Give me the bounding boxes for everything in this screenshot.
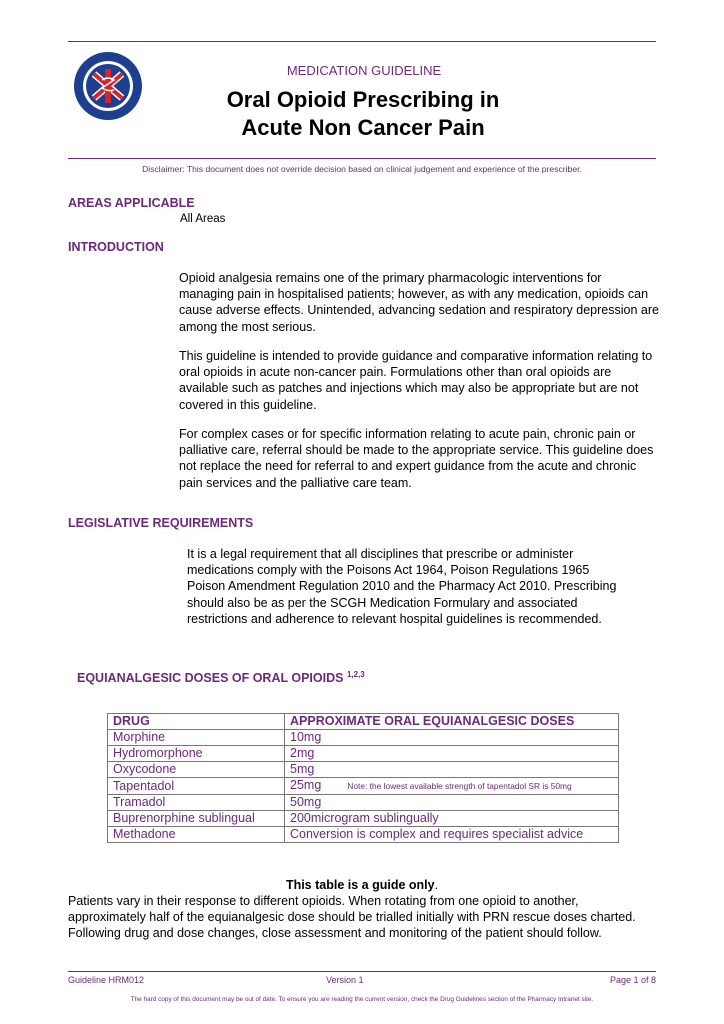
footer-fine-print: The hard copy of this document may be out of date. To ensure you are reading the current version, check the Drug Guidelines section of the Pharmacy Intranet site. <box>130 996 594 1003</box>
dose-cell <box>285 778 619 795</box>
dose-cell: 10mg <box>285 730 619 746</box>
equianalgesic-refs: 1,2,3 <box>346 670 365 679</box>
footer-guideline-id: Guideline HRM012 <box>68 975 145 985</box>
equianalgesic-heading-text: EQUIANALGESIC DOSES OF ORAL OPIOIDS <box>77 671 344 686</box>
areas-heading: AREAS APPLICABLE <box>68 196 195 210</box>
dose-cell: 2mg <box>285 746 619 762</box>
drug-cell: Morphine <box>108 730 285 746</box>
footer-page-number: Page 1 of 8 <box>609 975 656 985</box>
table-header-dose: APPROXIMATE ORAL EQUIANALGESIC DOSES <box>285 714 619 730</box>
guide-note <box>68 877 656 893</box>
table-header-row <box>108 714 619 730</box>
legislative-paragraph: It is a legal requirement that all disciplines that prescribe or administer medications comply with the Poisons Act 1964, Poison Regulations 1965 Poison Amendment Regulation 2010 and the Pharmacy Act 2010. Prescribing should also be as per the SCGH Medication Formulary and associated restrictions and adherence to relevant hospital guidelines is recommended. <box>187 547 617 626</box>
title-line-2: Acute Non Cancer Pain <box>241 115 485 140</box>
table-row <box>108 730 619 746</box>
guide-note-bold: This table is a guide only <box>285 878 435 892</box>
legislative-heading: LEGISLATIVE REQUIREMENTS <box>68 516 254 530</box>
equianalgesic-table <box>107 713 619 843</box>
hospital-logo <box>72 50 144 122</box>
table-row <box>108 811 619 827</box>
table-row <box>108 778 619 795</box>
dose-cell: Conversion is complex and requires specialist advice <box>285 827 619 843</box>
dose-cell: 5mg <box>285 762 619 778</box>
drug-cell: Tramadol <box>108 795 285 811</box>
introduction-heading: INTRODUCTION <box>68 240 164 254</box>
disclaimer: Disclaimer: This document does not override decision based on clinical judgement and experience of the prescriber. <box>142 164 582 174</box>
drug-cell: Methadone <box>108 827 285 843</box>
rotation-paragraph: Patients vary in their response to different opioids. When rotating from one opioid to another, approximately half of the equianalgesic dose should be trialled initially with PRN rescue doses charted. Following drug and dose changes, close assessment and monitoring of the patient should follow. <box>68 894 636 941</box>
drug-cell: Hydromorphone <box>108 746 285 762</box>
footer-version: Version 1 <box>326 975 364 985</box>
areas-value: All Areas <box>180 213 226 225</box>
title-line-1: Oral Opioid Prescribing in <box>226 87 500 112</box>
dose-cell: 200microgram sublingually <box>285 811 619 827</box>
drug-cell: Buprenorphine sublingual <box>108 811 285 827</box>
drug-cell: Tapentadol <box>108 778 285 795</box>
intro-paragraph-1: Opioid analgesia remains one of the primary pharmacologic interventions for managing pain in hospitalised patients; however, as with any medication, opioids can cause adverse effects. Unintended, advancing sedation and respiratory depression are among the most serious. <box>179 271 659 334</box>
table-row <box>108 795 619 811</box>
header-top-rule <box>68 41 656 42</box>
table-row <box>108 746 619 762</box>
drug-cell: Oxycodone <box>108 762 285 778</box>
intro-paragraph-2: This guideline is intended to provide guidance and comparative information relating to oral opioids in acute non-cancer pain. Formulations other than oral opioids are available such as patches and injections which may also be appropriate but are not covered in this guideline. <box>179 349 653 412</box>
equianalgesic-heading <box>77 670 365 685</box>
footer-rule <box>68 971 656 972</box>
dose-value: 25mg <box>290 778 322 792</box>
header-bottom-rule <box>68 158 656 159</box>
tapentadol-note: Note: the lowest available strength of tapentadol SR is 50mg <box>347 781 572 791</box>
dose-cell: 50mg <box>285 795 619 811</box>
table-header-drug: DRUG <box>108 714 285 730</box>
intro-paragraph-3: For complex cases or for specific information relating to acute pain, chronic pain or palliative care, referral should be made to the appropriate service. This guideline does not replace the need for referral to and expert guidance from the acute and chronic pain services and the palliative care team. <box>179 427 654 490</box>
table-row <box>108 762 619 778</box>
table-row <box>108 827 619 843</box>
guide-note-end: . <box>434 878 439 892</box>
document-type-label: MEDICATION GUIDELINE <box>286 63 442 78</box>
page-title <box>160 86 566 142</box>
